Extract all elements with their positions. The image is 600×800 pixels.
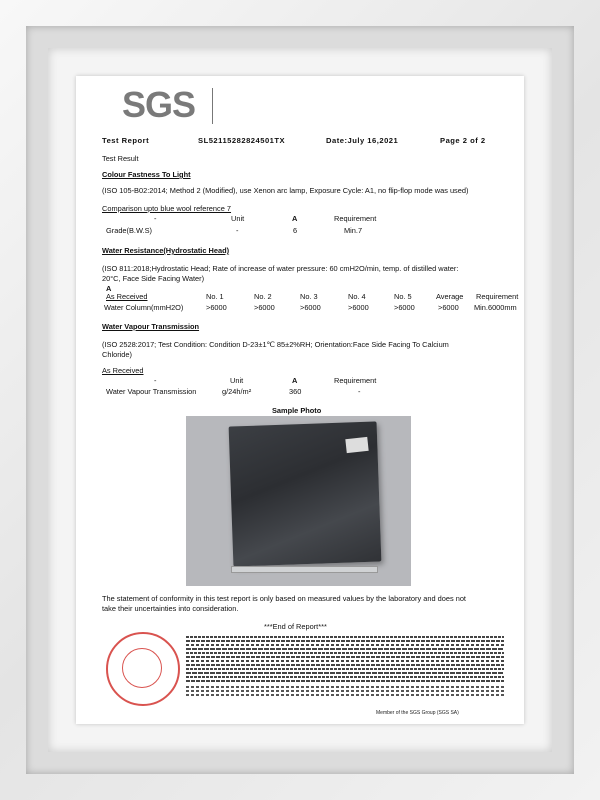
wr-header-average: Average: [436, 292, 464, 301]
logo-divider: [212, 88, 213, 124]
wr-row-no2: >6000: [254, 303, 275, 312]
cf-row-a: 6: [293, 226, 298, 235]
colour-fastness-method: (ISO 105-B02:2014; Method 2 (Modified), use Xenon arc lamp, Exposure Cycle: A1, no flip-flop mode was used): [102, 186, 469, 195]
vp-header-a: A: [292, 376, 298, 385]
wr-header-no5: No. 5: [394, 292, 412, 301]
wr-row-no3: >6000: [300, 303, 321, 312]
cf-row-label: Grade(B.W.S): [106, 226, 152, 235]
wr-header-no3: No. 3: [300, 292, 318, 301]
vp-row-requirement: -: [358, 387, 361, 396]
wr-row-requirement: Min.6000mm: [474, 303, 517, 312]
address-block: [186, 684, 504, 702]
cf-row-requirement: Min.7: [344, 226, 363, 235]
wr-sample-label: A: [106, 284, 112, 293]
vp-header-unit: Unit: [230, 376, 244, 385]
wr-header-requirement: Requirement: [476, 292, 519, 301]
page-number: Page 2 of 2: [440, 136, 486, 145]
report-label: Test Report: [102, 136, 150, 145]
water-resistance-title: Water Resistance(Hydrostatic Head): [102, 246, 230, 255]
cf-header-unit: Unit: [231, 214, 245, 223]
wr-row-label: Water Column(mmH2O): [104, 303, 184, 312]
sample-photo: [186, 416, 411, 586]
vp-row-label: Water Vapour Transmission: [106, 387, 197, 396]
sample-tag: [345, 437, 368, 453]
wr-method-line2: 20°C, Face Side Facing Water): [102, 274, 205, 283]
wr-row-no4: >6000: [348, 303, 369, 312]
wr-header-no1: No. 1: [206, 292, 224, 301]
vapour-title: Water Vapour Transmission: [102, 322, 200, 331]
cf-header-a: A: [292, 214, 298, 223]
wr-header-no4: No. 4: [348, 292, 366, 301]
end-of-report: ***End of Report***: [264, 622, 327, 631]
sgs-member-line: Member of the SGS Group (SGS SA): [376, 710, 459, 716]
wr-row-no1: >6000: [206, 303, 227, 312]
statement-line1: The statement of conformity in this test report is only based on measured values by the laboratory and does not: [102, 594, 466, 603]
ruler: [231, 566, 378, 573]
wr-row-no5: >6000: [394, 303, 415, 312]
vp-header-dash: -: [154, 376, 157, 385]
legal-disclaimer: [186, 636, 504, 684]
wr-row-average: >6000: [438, 303, 459, 312]
wr-method-line1: (ISO 811:2018;Hydrostatic Head; Rate of increase of water pressure: 60 cmH2O/min, temp. of distilled water:: [102, 264, 459, 273]
seal-inner-ring: [122, 648, 162, 688]
vp-row-unit: g/24h/m²: [222, 387, 252, 396]
vapour-subtitle: As Received: [102, 366, 144, 375]
cf-row-unit: -: [236, 226, 239, 235]
vp-row-a: 360: [289, 387, 302, 396]
colour-fastness-title: Colour Fastness To Light: [102, 170, 191, 179]
cf-header-requirement: Requirement: [334, 214, 377, 223]
report-date: Date:July 16,2021: [326, 136, 399, 145]
colour-fastness-subtitle: Comparison upto blue wool reference 7: [102, 204, 232, 213]
statement-line2: take their uncertainties into consideration.: [102, 604, 239, 613]
wr-header-no2: No. 2: [254, 292, 272, 301]
vapour-method-line2: Chloride): [102, 350, 132, 359]
sgs-logo: SGS: [122, 84, 196, 125]
cf-header-dash: -: [154, 214, 157, 223]
report-number: SL52115282824501TX: [198, 136, 286, 145]
sgs-seal-stamp: [106, 632, 180, 706]
sample-photo-title: Sample Photo: [272, 406, 322, 415]
report-page: [76, 76, 524, 724]
vapour-method-line1: (ISO 2528:2017; Test Condition: Condition D-23±1℃ 85±2%RH; Orientation:Face Side Facing To Calcium: [102, 340, 449, 349]
wr-header-as-received: As Received: [106, 292, 148, 301]
vp-header-requirement: Requirement: [334, 376, 377, 385]
test-result-label: Test Result: [102, 154, 139, 163]
